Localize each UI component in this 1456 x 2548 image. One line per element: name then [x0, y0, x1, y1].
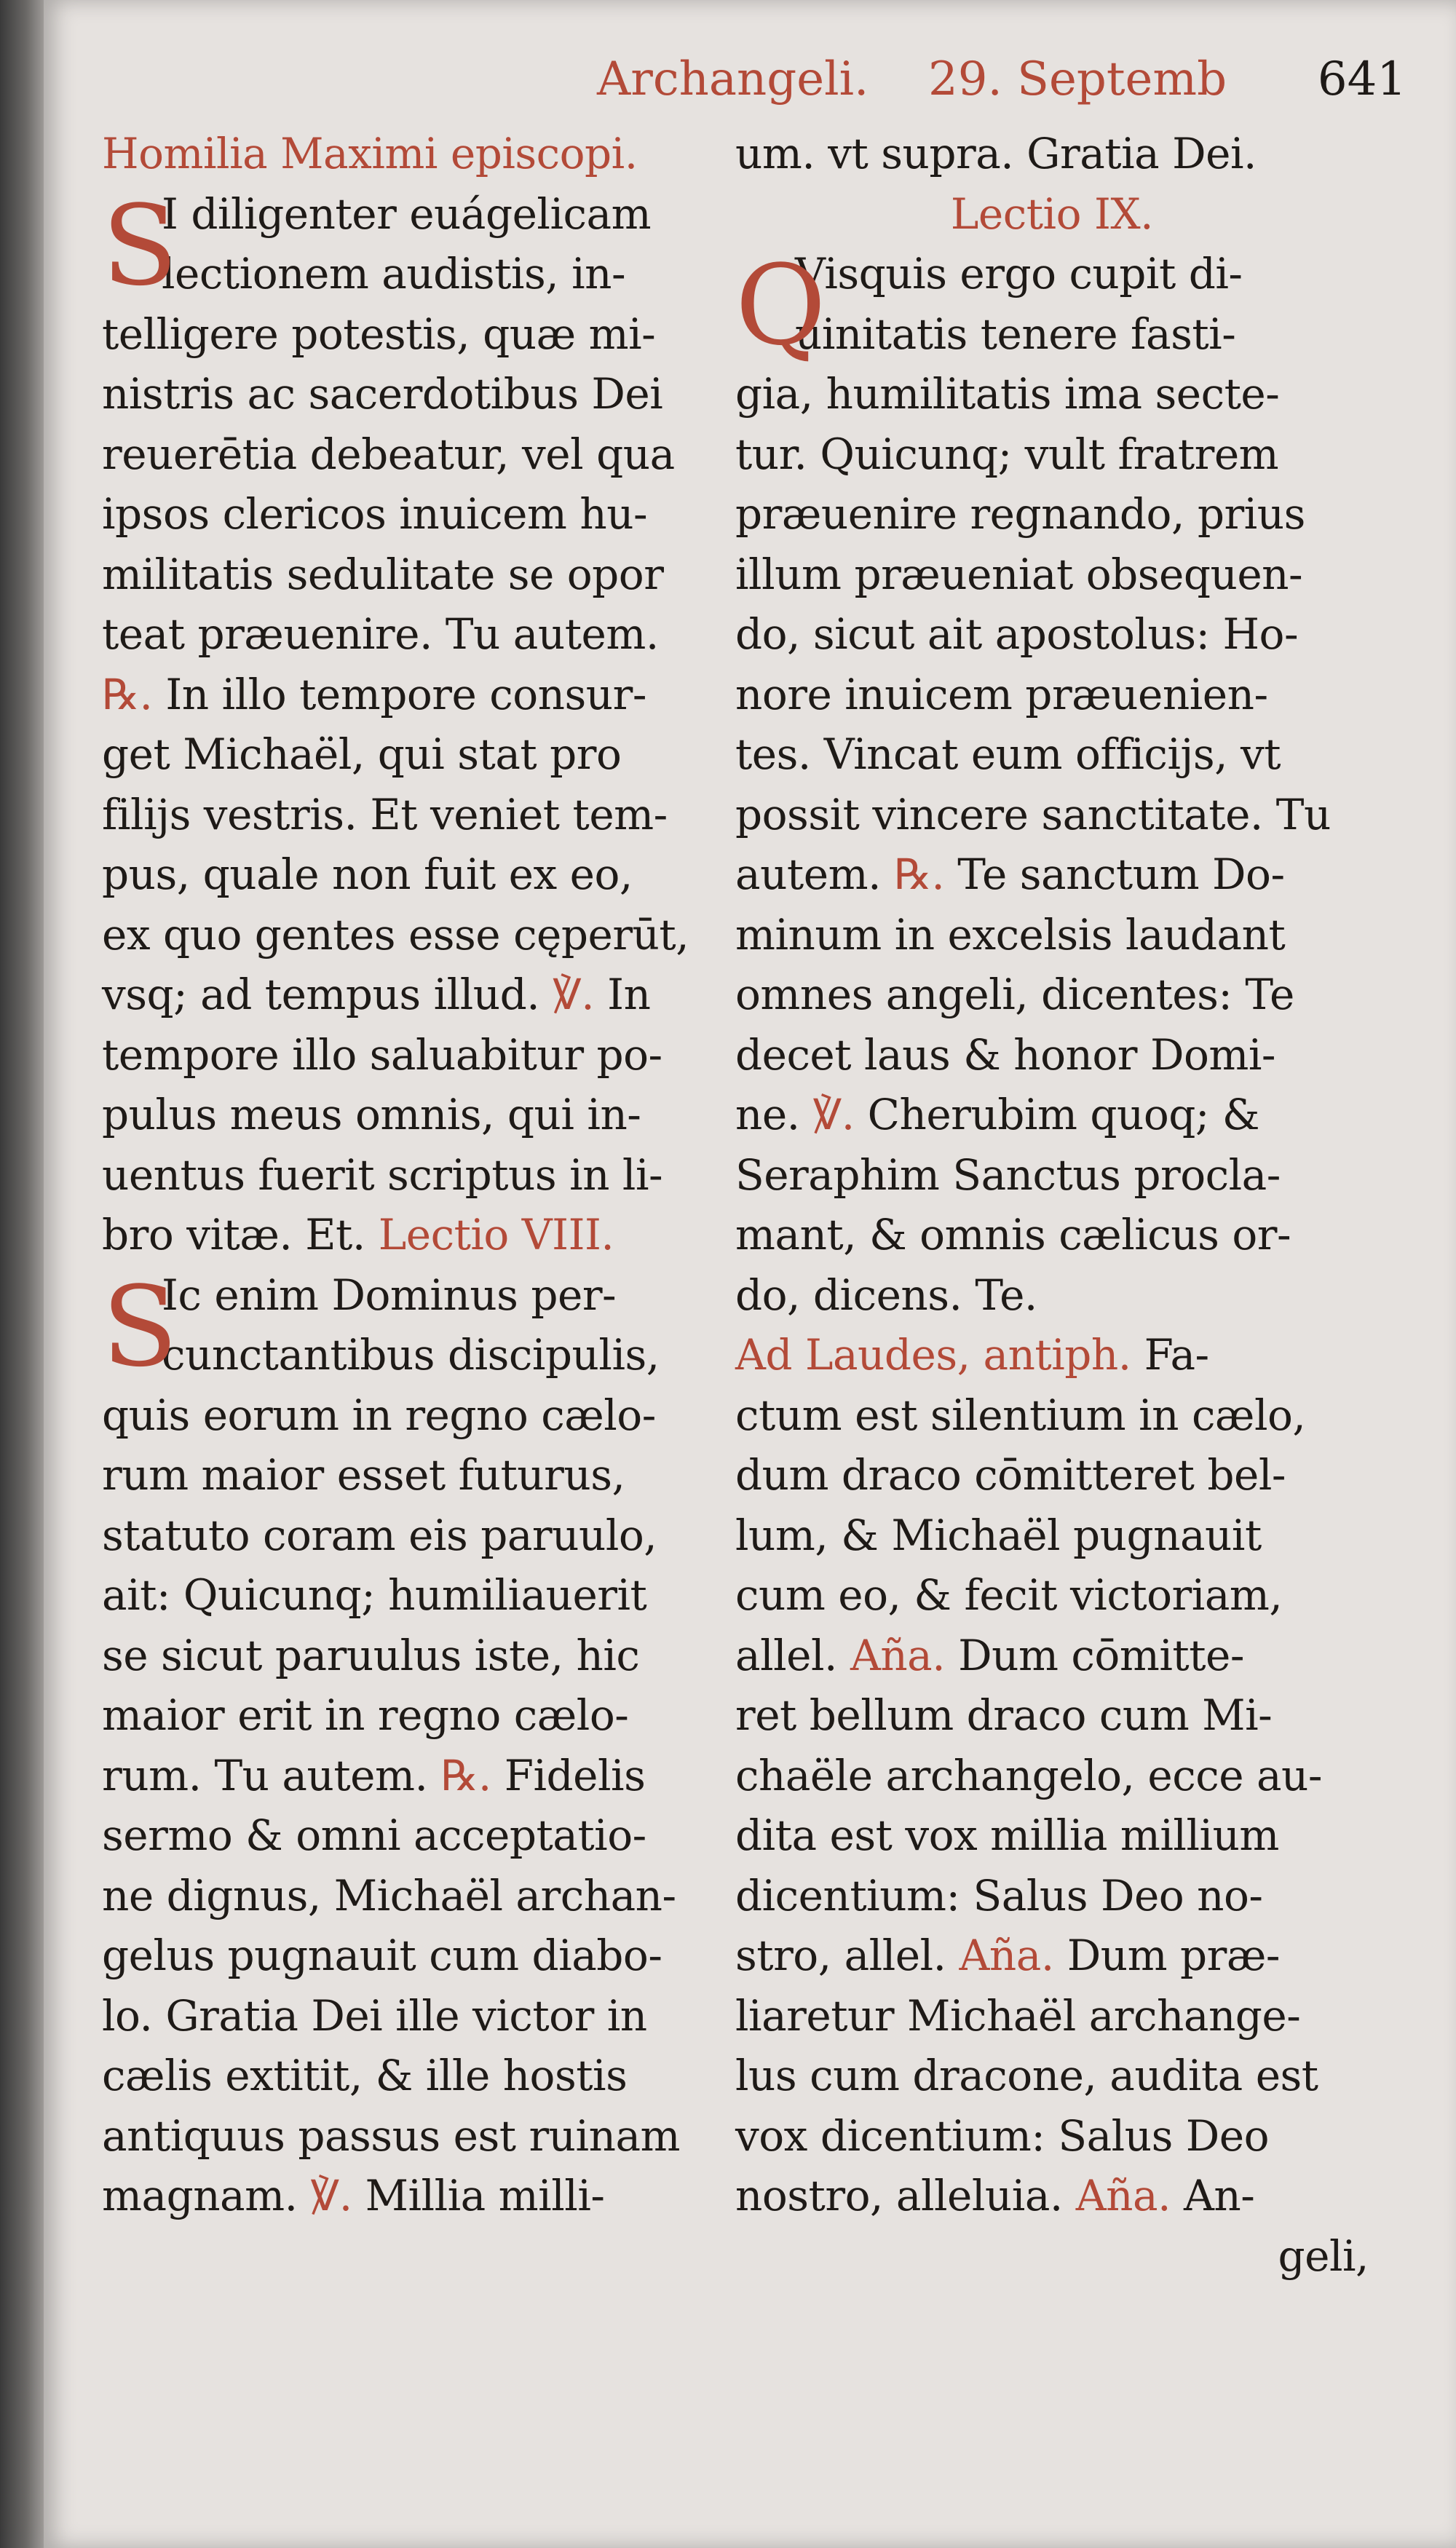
body-text: um. vt supra. Gratia Dei.: [735, 129, 1257, 178]
body-text: nistris ac sacerdotibus Dei: [102, 369, 663, 419]
rubric-text: Aña.: [959, 1931, 1054, 1980]
text-line: [735, 545, 1369, 605]
body-text: lo. Gratia Dei ille victor in: [102, 1990, 647, 2041]
text-line: [735, 1385, 1369, 1446]
text-line: [735, 1805, 1369, 1866]
drop-cap: S: [102, 1262, 178, 1391]
text-line: [735, 1025, 1369, 1085]
body-text: Visquis ergo cupit di-: [795, 249, 1243, 298]
body-text: Fidelis: [491, 1750, 646, 1800]
body-text: telligere potestis, quæ mi-: [102, 309, 656, 359]
text-line: [102, 1205, 713, 1265]
body-text: cunctantibus discipulis,: [162, 1330, 660, 1380]
text-line: [102, 604, 713, 665]
text-line: [102, 1626, 713, 1686]
body-text: vsq; ad tempus illud.: [102, 970, 553, 1019]
body-text: tempore illo saluabitur po-: [102, 1029, 662, 1080]
left-column: [102, 124, 713, 2226]
body-text: get Michaël, qui stat pro: [102, 729, 622, 779]
body-text: illum præueniat obsequen-: [735, 549, 1303, 599]
body-text: Te sanctum Do-: [944, 850, 1285, 899]
body-text: bro vitæ. Et.: [102, 1210, 379, 1259]
body-text: rum. Tu autem.: [102, 1750, 441, 1800]
body-text: lum, & Michaël pugnauit: [735, 1510, 1262, 1560]
body-text: cælis extitit, & ille hostis: [102, 2051, 628, 2100]
text-line: [735, 2166, 1369, 2226]
text-line: [735, 484, 1369, 545]
rubric-text: Aña.: [1075, 2171, 1171, 2220]
body-text: stro, allel.: [735, 1931, 960, 1980]
text-line: [735, 1145, 1369, 1206]
text-line: [102, 1445, 713, 1506]
body-text: Millia milli-: [352, 2171, 605, 2220]
rubric-text: Lectio VIII.: [378, 1210, 614, 1259]
right-column: [735, 124, 1369, 2286]
text-line: [735, 1866, 1369, 1926]
body-text: Ic enim Dominus per-: [162, 1270, 617, 1320]
body-text: uinitatis tenere fasti-: [795, 309, 1236, 359]
text-line: [102, 1085, 713, 1145]
body-text: lus cum dracone, audita est: [735, 2051, 1318, 2100]
body-text: teat præuenire. Tu autem.: [102, 609, 659, 659]
page-gutter: [0, 0, 44, 2548]
text-line: [102, 1746, 713, 1806]
body-text: dicentium: Salus Deo no-: [735, 1870, 1263, 1920]
rubric-text: ℞.: [893, 850, 945, 899]
body-text: præuenire regnando, prius: [735, 489, 1305, 539]
text-line: [735, 1506, 1369, 1566]
rubric-text: Lectio IX.: [950, 189, 1154, 239]
body-text: rum maior esset futurus,: [102, 1450, 625, 1500]
text-line: [735, 905, 1369, 965]
body-text: ait: Quicunq; humiliauerit: [102, 1570, 647, 1620]
body-text: I diligenter euágelicam: [162, 189, 652, 239]
rubric-text: ℣.: [310, 2171, 352, 2220]
body-text: pulus meus omnis, qui in-: [102, 1090, 641, 1139]
text-line: [735, 1205, 1369, 1265]
body-text: dita est vox millia millium: [735, 1811, 1279, 1860]
text-line: [735, 184, 1369, 245]
text-line: [735, 424, 1369, 485]
text-line: [735, 364, 1369, 424]
text-line: [102, 1926, 713, 1986]
rubric-text: Ad Laudes, antiph.: [735, 1330, 1131, 1380]
text-line: [102, 1025, 713, 1085]
body-text: gelus pugnauit cum diabo-: [102, 1931, 662, 1980]
body-text: minum in excelsis laudant: [735, 909, 1286, 960]
text-line: [102, 1145, 713, 1206]
text-line: [102, 364, 713, 424]
text-line: [102, 905, 713, 965]
text-line: [735, 1626, 1369, 1686]
text-line: [735, 965, 1369, 1025]
drop-cap: S: [102, 181, 178, 310]
body-text: ctum est silentium in cælo,: [735, 1390, 1306, 1440]
body-text: An-: [1171, 2171, 1255, 2220]
text-line: [735, 1445, 1369, 1506]
body-text: magnam.: [102, 2171, 311, 2220]
running-header: [597, 52, 1412, 118]
text-line: [735, 124, 1369, 184]
body-text: do, dicens. Te.: [735, 1270, 1037, 1320]
text-line: [102, 785, 713, 845]
drop-cap: Q: [735, 241, 826, 370]
body-text: Seraphim Sanctus procla-: [735, 1150, 1281, 1200]
text-line: [102, 724, 713, 785]
body-text: ne.: [735, 1090, 813, 1139]
rubric-text: ℣.: [812, 1090, 855, 1139]
text-line: [735, 304, 1369, 365]
text-line: [735, 2046, 1369, 2106]
body-text: sermo & omni acceptatio-: [102, 1811, 646, 1860]
body-text: reuerētia debeatur, vel qua: [102, 429, 675, 479]
text-line: [102, 304, 713, 365]
text-line: [735, 844, 1369, 905]
text-line: [102, 1325, 713, 1385]
body-text: maior erit in regno cælo-: [102, 1690, 629, 1740]
text-line: [735, 1926, 1369, 1986]
page-number: 641: [1317, 52, 1406, 106]
text-line: [102, 965, 713, 1025]
body-text: filijs vestris. Et veniet tem-: [102, 789, 668, 839]
body-text: nore inuicem præuenien-: [735, 669, 1268, 719]
text-line: [735, 665, 1369, 725]
text-line: [102, 124, 713, 184]
text-line: [735, 1685, 1369, 1746]
text-line: [102, 2106, 713, 2167]
body-text: militatis sedulitate se opor: [102, 549, 664, 599]
text-line: [102, 1866, 713, 1926]
body-text: Dum præ-: [1053, 1931, 1280, 1980]
body-text: possit vincere sanctitate. Tu: [735, 789, 1331, 839]
body-text: ne dignus, Michaël archan-: [102, 1870, 676, 1920]
text-line: [102, 1986, 713, 2046]
text-line: [735, 1265, 1369, 1326]
body-text: mant, & omnis cælicus or-: [735, 1210, 1291, 1259]
text-line: [102, 1385, 713, 1446]
body-text: vox dicentium: Salus Deo: [735, 2110, 1270, 2161]
body-text: chaële archangelo, ecce au-: [735, 1750, 1323, 1800]
body-text: ipsos clericos inuicem hu-: [102, 489, 648, 539]
text-line: [735, 785, 1369, 845]
text-line: [102, 2166, 713, 2226]
header-middle: 29. Septemb: [928, 52, 1227, 106]
text-line: [102, 844, 713, 905]
rubric-text: ℣.: [553, 970, 595, 1019]
body-text: nostro, alleluia.: [735, 2171, 1076, 2220]
text-line: [735, 1085, 1369, 1145]
body-text: omnes angeli, dicentes: Te: [735, 970, 1294, 1019]
body-text: liaretur Michaël archange-: [735, 1990, 1301, 2041]
body-text: se sicut paruulus iste, hic: [102, 1630, 640, 1680]
text-line: [102, 244, 713, 304]
body-text: tur. Quicunq; vult fratrem: [735, 429, 1279, 479]
text-line: [735, 1325, 1369, 1385]
text-line: [102, 1685, 713, 1746]
body-text: geli,: [1278, 2231, 1369, 2281]
text-line: [102, 665, 713, 725]
text-line: [735, 1746, 1369, 1806]
text-line: [102, 484, 713, 545]
body-text: In: [594, 970, 651, 1019]
text-line: [735, 1986, 1369, 2046]
rubric-text: ℞.: [102, 669, 153, 719]
body-text: In illo tempore consur-: [152, 669, 646, 719]
body-text: uentus fuerit scriptus in li-: [102, 1150, 663, 1200]
rubric-text: Aña.: [850, 1630, 946, 1680]
body-text: decet laus & honor Domi-: [735, 1029, 1276, 1080]
text-line: [735, 2106, 1369, 2167]
body-text: lectionem audistis, in-: [162, 249, 626, 298]
body-text: gia, humilitatis ima secte-: [735, 369, 1280, 419]
text-line: [102, 1565, 713, 1626]
rubric-text: ℞.: [440, 1750, 491, 1800]
text-line: [102, 1506, 713, 1566]
text-line: [102, 545, 713, 605]
body-text: ex quo gentes esse cęperūt,: [102, 909, 689, 960]
body-text: allel.: [735, 1630, 850, 1680]
text-line: [735, 724, 1369, 785]
body-text: ret bellum draco cum Mi-: [735, 1690, 1273, 1740]
rubric-text: Homilia Maximi episcopi.: [102, 129, 638, 178]
body-text: quis eorum in regno cælo-: [102, 1390, 656, 1440]
body-text: autem.: [735, 850, 894, 899]
body-text: dum draco cōmitteret bel-: [735, 1450, 1286, 1500]
body-text: pus, quale non fuit ex eo,: [102, 850, 633, 899]
text-line: [735, 604, 1369, 665]
body-text: tes. Vincat eum officijs, vt: [735, 729, 1281, 779]
body-text: Dum cōmitte-: [945, 1630, 1244, 1680]
body-text: statuto coram eis paruulo,: [102, 1510, 657, 1560]
body-text: Cherubim quoq; &: [854, 1090, 1260, 1139]
text-line: [735, 2226, 1369, 2287]
text-line: [102, 1805, 713, 1866]
text-line: [102, 424, 713, 485]
body-text: do, sicut ait apostolus: Ho-: [735, 609, 1299, 659]
text-line: [102, 2046, 713, 2106]
body-text: antiquus passus est ruinam: [102, 2110, 681, 2161]
text-line: [735, 1565, 1369, 1626]
header-left: Archangeli.: [597, 52, 869, 106]
body-text: cum eo, & fecit victoriam,: [735, 1570, 1283, 1620]
body-text: Fa-: [1131, 1330, 1209, 1380]
